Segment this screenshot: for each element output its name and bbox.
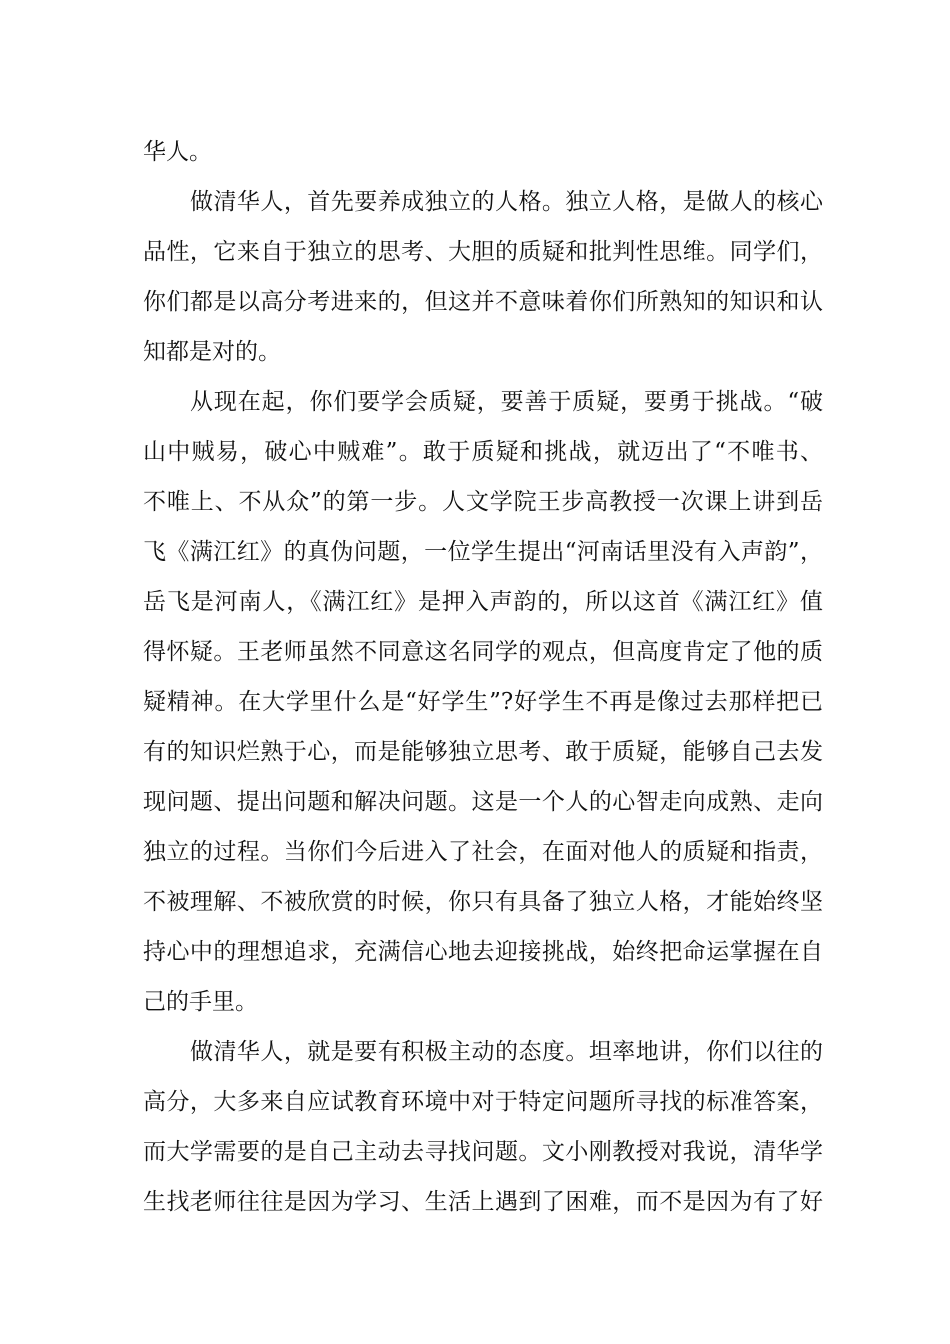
text-line: 知都是对的。 xyxy=(143,339,281,365)
text-line: 岳飞是河南人，《满江红》是押入声韵的，所以这首《满江红》值 xyxy=(143,589,823,615)
text-line: 品性，它来自于独立的思考、大胆的质疑和批判性思维。同学们， xyxy=(143,239,823,265)
text-line: 持心中的理想追求，充满信心地去迎接挑战，始终把命运掌握在自 xyxy=(143,939,823,965)
text-line: 不唯上、不从众”的第一步。人文学院王步高教授一次课上讲到岳 xyxy=(143,489,823,515)
text-line: 得怀疑。王老师虽然不同意这名同学的观点，但高度肯定了他的质 xyxy=(143,639,823,665)
text-line: 华人。 xyxy=(143,139,212,165)
text-line: 高分，大多来自应试教育环境中对于特定问题所寻找的标准答案， xyxy=(143,1089,823,1115)
text-line: 生找老师往往是因为学习、生活上遇到了困难，而不是因为有了好 xyxy=(143,1189,823,1215)
paragraph-first-line: 做清华人，就是要有积极主动的态度。坦率地讲，你们以往的 xyxy=(190,1039,823,1065)
text-line: 飞《满江红》的真伪问题，一位学生提出“河南话里没有入声韵”， xyxy=(143,539,823,565)
text-line: 山中贼易，破心中贼难”。敢于质疑和挑战，就迈出了“不唯书、 xyxy=(143,439,823,465)
text-line: 己的手里。 xyxy=(143,989,258,1015)
text-line: 有的知识烂熟于心，而是能够独立思考、敢于质疑，能够自己去发 xyxy=(143,739,823,765)
text-line: 现问题、提出问题和解决问题。这是一个人的心智走向成熟、走向 xyxy=(143,789,823,815)
paragraph-first-line: 从现在起，你们要学会质疑，要善于质疑，要勇于挑战。“破 xyxy=(190,389,823,415)
paragraph-first-line: 做清华人，首先要养成独立的人格。独立人格，是做人的核心 xyxy=(190,189,823,215)
text-line: 你们都是以高分考进来的，但这并不意味着你们所熟知的知识和认 xyxy=(143,289,823,315)
text-line: 而大学需要的是自己主动去寻找问题。文小刚教授对我说，清华学 xyxy=(143,1139,823,1165)
text-line: 独立的过程。当你们今后进入了社会，在面对他人的质疑和指责， xyxy=(143,839,823,865)
text-line: 不被理解、不被欣赏的时候，你只有具备了独立人格，才能始终坚 xyxy=(143,889,823,915)
text-line: 疑精神。在大学里什么是“好学生”?好学生不再是像过去那样把已 xyxy=(143,689,823,715)
